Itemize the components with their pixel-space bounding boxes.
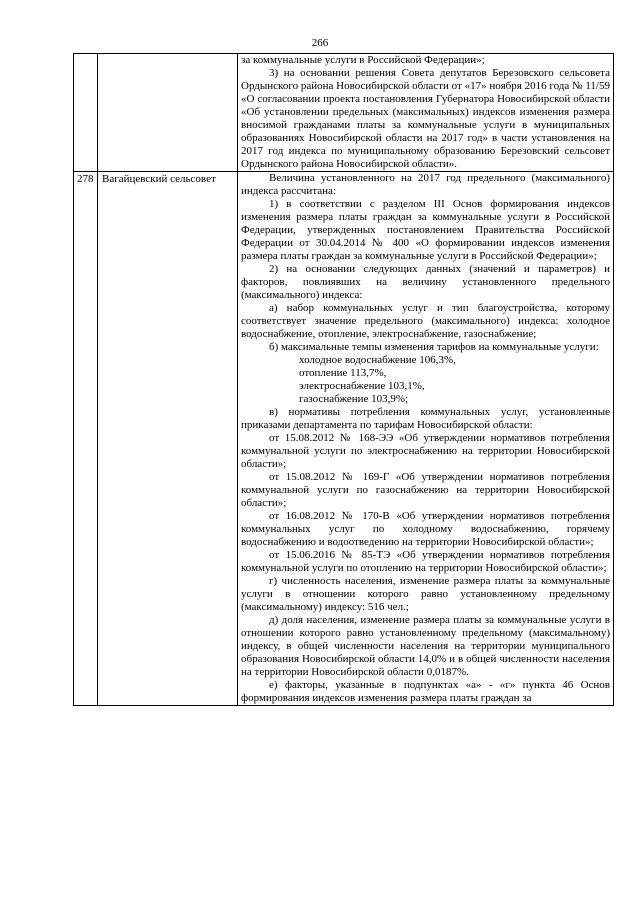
document-table bbox=[73, 53, 614, 706]
paragraph: 2) на основании следующих данных (значений и параметров) и факторов, повлиявших на величину установленного предельного (максимального) индекса: bbox=[241, 263, 610, 301]
index-description bbox=[238, 54, 614, 172]
paragraph: холодное водоснабжение 106,3%, bbox=[299, 354, 456, 366]
row-number: 278 bbox=[74, 172, 98, 706]
municipality-name bbox=[98, 54, 238, 172]
paragraph: б) максимальные темпы изменения тарифов на коммунальные услуги: bbox=[269, 341, 599, 353]
paragraph: 3) на основании решения Совета депутатов Березовского сельсовета Ордынского района Новосибирской области от «17» ноября 2016 года № 11/59 «О согласовании проекта постановления Губернатора Новосибирской области «Об установлении предельных (максимальных) индексов изменения размера вносимой гражданами платы за коммунальные услуги в муниципальных образованиях Новосибирской области на 2017 год» в части установления на 2017 год индекса по муниципальному образованию Березовский сельсовет Ордынского района Новосибирской области». bbox=[241, 67, 610, 170]
paragraph: Величина установленного на 2017 год предельного (максимального) индекса рассчитана: bbox=[241, 172, 610, 197]
index-description bbox=[238, 172, 614, 706]
paragraph: а) набор коммунальных услуг и тип благоустройства, которому соответствует значение предельного (максимального) индекса: холодное водоснабжение, отопление, электроснабжение, газоснабжение; bbox=[241, 302, 610, 340]
table-row bbox=[74, 172, 614, 706]
paragraph: 1) в соответствии с разделом III Основ формирования индексов изменения размера платы граждан за коммунальные услуги в Российской Федерации, утвержденных постановлением Правительства Российской Федерации от 30.04.2014 № 400 «О формировании индексов изменения размера платы граждан за коммунальные услуги в Российской Федерации»; bbox=[241, 198, 610, 262]
paragraph: газоснабжение 103,9%; bbox=[299, 393, 409, 405]
paragraph: д) доля населения, изменение размера платы за коммунальные услуги в отношении которого равно установленному предельному (максимальному) индексу, в общей численности населения на территории муниципального образования Новосибирской области 14,0% и в общей численности населения на территории Новосибирской области 0,0187%. bbox=[241, 614, 610, 678]
paragraph: от 15.08.2012 № 169-Г «Об утверждении нормативов потребления коммунальной услуги по газоснабжению на территории Новосибирской области»; bbox=[241, 471, 610, 509]
page-number: 266 bbox=[311, 37, 329, 49]
paragraph: за коммунальные услуги в Российской Федерации»; bbox=[241, 54, 485, 66]
paragraph: отопление 113,7%, bbox=[299, 367, 387, 379]
paragraph: е) факторы, указанные в подпунктах «а» - «г» пункта 46 Основ формирования индексов изменения размера платы граждан за bbox=[241, 679, 610, 704]
row-number bbox=[74, 54, 98, 172]
paragraph: г) численность населения, изменение размера платы за коммунальные услуги в отношении которого равно установленному предельному (максимальному) индексу: 516 чел.; bbox=[241, 575, 610, 613]
paragraph: электроснабжение 103,1%, bbox=[299, 380, 425, 392]
paragraph: от 16.08.2012 № 170-В «Об утверждении нормативов потребления коммунальных услуг по холодному водоснабжению, горячему водоснабжению и водоотведению на территории Новосибирской области»; bbox=[241, 510, 610, 548]
table-row bbox=[74, 54, 614, 172]
paragraph: от 15.08.2012 № 168-ЭЭ «Об утверждении нормативов потребления коммунальной услуги по электроснабжению на территории Новосибирской области»; bbox=[241, 432, 610, 470]
municipality-name: Вагайцевский сельсовет bbox=[98, 172, 238, 706]
paragraph: от 15.06.2016 № 85-ТЭ «Об утверждении нормативов потребления коммунальной услуги по отоплению на территории Новосибирской области»; bbox=[241, 549, 610, 574]
paragraph: в) нормативы потребления коммунальных услуг, установленные приказами департамента по тарифам Новосибирской области: bbox=[241, 406, 610, 431]
